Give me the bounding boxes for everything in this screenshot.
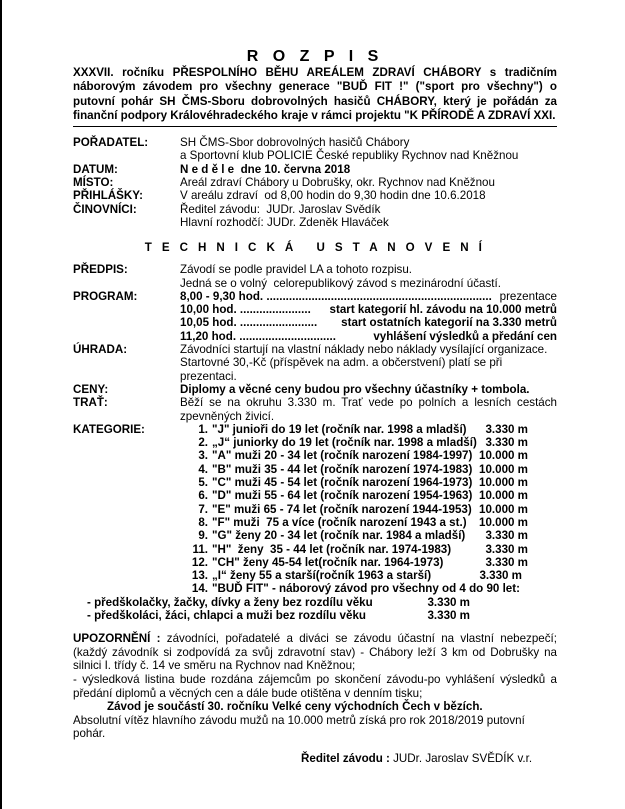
program-item (180, 290, 557, 303)
category-item (180, 463, 557, 476)
fit-subcategory (73, 596, 557, 609)
info-value: Jedná se o volný celorepublikový závod s mezinárodní účastí. (180, 276, 501, 290)
category-number: 8. (198, 515, 208, 529)
info-row-track (73, 396, 557, 423)
category-distance: 3.330 m (485, 529, 528, 543)
info-row-payment (73, 343, 557, 383)
category-number: 4. (198, 462, 208, 476)
category-number: 7. (198, 502, 208, 516)
category-number: 9. (198, 529, 208, 543)
info-label: PŘIHLÁŠKY: (73, 189, 143, 203)
info-value: Startovné 30,-Kč (příspěvek na adm. a občerstvení) platí se při prezentaci. (180, 356, 503, 383)
page-left-border (0, 0, 2, 809)
info-label: CENY: (73, 382, 109, 396)
category-text: "J" junioři do 19 let (ročník nar. 1998 a mladší) (212, 422, 467, 436)
category-text: "A" muži 20 - 34 let (ročník narození 1984-1997) (212, 449, 473, 463)
program-dots: ...................................................................... (266, 289, 492, 303)
info-value: V areálu zdraví od 8,00 hodin do 9,30 hodin dne 10.6.2018 (180, 189, 486, 203)
info-label: POŘADATEL: (73, 136, 149, 150)
category-distance: 3.330 m (485, 422, 528, 436)
info-value: Hlavní rozhodčí: JUDr. Zdeněk Hlaváček (180, 215, 389, 229)
category-number: 12. (191, 555, 208, 569)
info-value: Závodníci startují na vlastní náklady nebo náklady vysílající organizace. (180, 343, 548, 357)
document-title: R O Z P I S (246, 48, 384, 65)
results-note: - výsledková listina bude rozdána zájemcům po skončení závodu-po vyhlášení výsledků a předání diplomů a věcných cen a dále bude otištěna v denním tisku; (73, 673, 557, 700)
info-value: Ředitel závodu: JUDr. Jaroslav Svědík (180, 202, 381, 216)
program-item (180, 330, 557, 343)
series-note: Závod je součástí 30. ročníku Velké ceny východních Čech v bězích. (107, 700, 483, 714)
program-text: vyhlášení výsledků a předání cen (366, 329, 557, 343)
separator-line (73, 126, 557, 127)
category-distance: 10.000 m (479, 502, 528, 516)
program-list (180, 290, 557, 343)
warning-text: závodníci, pořadatelé a diváci se závodu účastní na vlastní nebezpečí; (každý závodník si zodpovídá za svůj zdravotní stav) - Chábory leží 3 km od Dobrušky na silnici I. třídy č. 14 ve směru na Rychnov nad Kněžnou; (73, 632, 557, 673)
info-value: Závodí se podle pravidel LA a tohoto rozpisu. (180, 263, 413, 277)
category-number: 11. (192, 542, 208, 556)
category-text: "B" muži 35 - 44 let (ročník narození 1974-1983) (212, 462, 473, 476)
info-row-registration (73, 189, 557, 202)
subcategory-distance: 3.330 m (427, 608, 470, 622)
category-number: 6. (198, 489, 208, 503)
signature (73, 752, 557, 765)
info-value: Běží se na okruhu 3.330 m. Trať vede po polních a lesních cestách zpevněných živicí. (180, 396, 557, 423)
category-text: „I“ ženy 55 a starší(ročník 1963 a starší) (212, 569, 432, 583)
info-label: KATEGORIE: (73, 422, 145, 436)
info-row-categories (73, 423, 557, 596)
category-distance: 10.000 m (479, 462, 528, 476)
info-row-rules (73, 263, 557, 290)
info-row-prizes (73, 383, 557, 396)
category-item (180, 423, 557, 436)
info-row-organizer (73, 136, 557, 163)
subcategory-text: - předškoláci, žáci, chlapci a muži bez rozdílu věku (87, 608, 366, 622)
program-item (180, 316, 557, 329)
category-text: "BUĎ FIT" - náborový závod pro všechny od 4 do 90 let: (212, 582, 520, 596)
program-dots: .............................. (239, 329, 336, 343)
category-number: 14. (191, 582, 208, 596)
technical-section-title: T E C H N I C K Á U S T A N O V E N Í (144, 241, 486, 255)
category-item (180, 476, 557, 489)
info-label: ÚHRADA: (73, 343, 128, 357)
info-value: SH ČMS-Sbor dobrovolných hasičů Chábory (180, 136, 410, 150)
category-number: 5. (198, 476, 208, 490)
category-number: 13. (191, 569, 208, 583)
absolute-winner-note: Absolutní vítěz hlavního závodu mužů na 10.000 metrů získá pro rok 2018/2019 putovní pohár. (73, 713, 525, 741)
category-text: "CH" ženy 45-54 let(ročník nar. 1964-1973) (212, 555, 444, 569)
program-text: start ostatních kategorií na 3.330 metrů (341, 316, 557, 330)
category-text: "E" muži 65 - 74 let (ročník narození 1944-1953) (212, 502, 472, 516)
intro-paragraph: XXXVII. ročníku PŘESPOLNÍHO BĚHU AREÁLEM ZDRAVÍ CHÁBORY s tradičním náborovým závodem pro všechny generace "BUĎ FIT !" ("sport pro všechny") o putovní pohár SH ČMS-Sboru dobrovolných hasičů CHÁBORY, který je pořádán za finanční podpory Královéhradeckého kraje v rámci projektu "K PŘÍRODĚ A ZDRAVÍ XXI. (73, 66, 557, 122)
info-label: MÍSTO: (73, 176, 114, 190)
info-row-place (73, 176, 557, 189)
warning-label: UPOZORNĚNÍ : (73, 632, 161, 646)
category-distance: 3.330 m (485, 555, 528, 569)
info-label: ČINOVNÍCI: (73, 202, 137, 216)
info-value: Diplomy a věcné ceny budou pro všechny účastníky + tombola. (180, 382, 530, 396)
fit-subcategory (73, 609, 557, 622)
category-distance: 3.330 m (479, 569, 522, 583)
program-time: 10,05 hod. (180, 316, 240, 330)
info-label: PROGRAM: (73, 289, 138, 303)
category-distance: 10.000 m (479, 489, 528, 503)
document-page (73, 48, 557, 766)
info-row-program (73, 290, 557, 343)
info-row-officials (73, 203, 557, 230)
subcategory-text: - předškolačky, žačky, dívky a ženy bez rozdílu věku (87, 595, 373, 609)
signature-label: Ředitel závodu : (301, 752, 390, 766)
category-distance: 10.000 m (479, 515, 528, 529)
category-item (180, 449, 557, 462)
info-value: Areál zdraví Chábory u Dobrušky, okr. Rychnov nad Kněžnou (180, 176, 495, 190)
program-dots: ...................... (239, 303, 311, 317)
category-number: 1. (198, 422, 208, 436)
organization-section (73, 136, 557, 229)
category-text: „J“ juniorky do 19 let (ročník nar. 1998 a mladší) (212, 436, 477, 450)
category-text: "D" muži 55 - 64 let (ročník narození 1954-1963) (212, 489, 473, 503)
program-item (180, 303, 557, 316)
category-number: 3. (198, 449, 208, 463)
category-item (180, 516, 557, 529)
category-item (180, 556, 557, 569)
program-text: start kategorií hl. závodu na 10.000 metrů (329, 303, 557, 317)
category-list (180, 423, 557, 596)
warning-section (73, 632, 557, 673)
category-item-fit (180, 582, 557, 595)
program-time: 8,00 - 9,30 hod. (180, 289, 267, 303)
category-text: "G" ženy 20 - 34 let (ročník nar. 1984 a mladší) (212, 529, 466, 543)
category-distance: 3.330 m (485, 542, 528, 556)
category-text: "C" muži 45 - 54 let (ročník narození 1964-1973) (212, 476, 473, 490)
category-item (180, 436, 557, 449)
category-number: 2. (198, 436, 208, 450)
info-label: DATUM: (73, 162, 118, 176)
program-time: 10,00 hod. (180, 303, 240, 317)
info-label: TRAŤ: (73, 396, 108, 410)
category-text: "H" ženy 35 - 44 let (ročník nar. 1974-1983) (212, 542, 452, 556)
info-label: PŘEDPIS: (73, 263, 128, 277)
program-text: prezentace (499, 289, 557, 303)
info-value: N e d ě l e dne 10. června 2018 (180, 162, 351, 176)
category-item (180, 543, 557, 556)
category-distance: 3.330 m (485, 436, 528, 450)
category-text: "F" muži 75 a více (ročník narození 1943 a st.) (212, 515, 467, 529)
program-dots: ........................ (239, 316, 318, 330)
program-time: 11,20 hod. (180, 329, 240, 343)
category-item (180, 569, 557, 582)
category-item (180, 489, 557, 502)
category-distance: 10.000 m (479, 476, 528, 490)
category-item (180, 529, 557, 542)
info-row-date (73, 163, 557, 176)
category-distance: 10.000 m (479, 449, 528, 463)
subcategory-distance: 3.330 m (427, 595, 470, 609)
signature-name: JUDr. Jaroslav SVĚDÍK v.r. (389, 752, 533, 766)
info-value: a Sportovní klub POLICIE České republiky Rychnov nad Kněžnou (180, 149, 519, 163)
category-item (180, 503, 557, 516)
